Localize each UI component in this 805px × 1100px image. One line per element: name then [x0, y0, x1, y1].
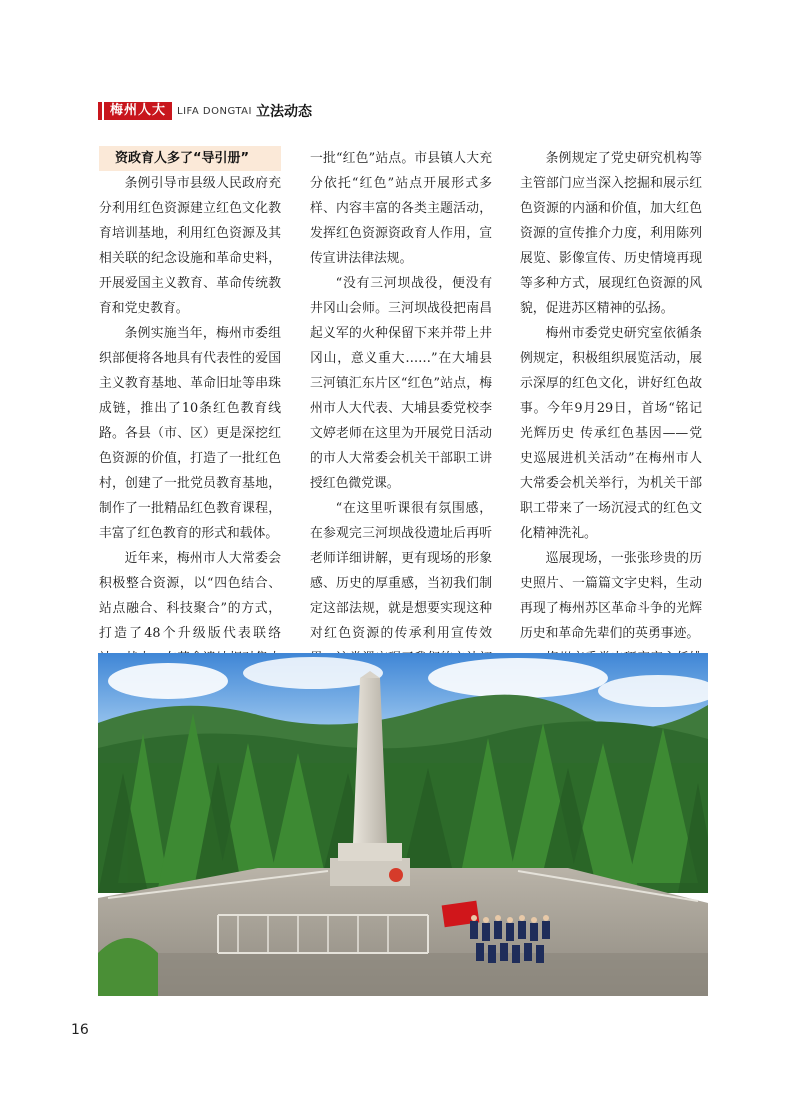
header-accent-bar: [98, 102, 102, 120]
paragraph: 梅州市委党史研究室依循条例规定，积极组织展览活动，展示深厚的红色文化，讲好红色故事。今年9月29日，首场“铭记光辉历史 传承红色基因——党史巡展进机关活动”在梅州市人大常委会机关举行，为机关干部职工带来了一场沉浸式的红色文化精神洗礼。: [520, 326, 702, 541]
monument-photo: [98, 653, 708, 996]
paragraph: “没有三河坝战役，便没有井冈山会师。三河坝战役把南昌起义军的火种保留下来并带上井冈山，意义重大……”在大埔县三河镇汇东片区“红色”站点，梅州市人大代表、大埔县委党校李文婷老师在这里为开展党日活动的市人大常委会机关干部职工讲授红色微党课。: [310, 276, 492, 491]
paragraph: “在这里听课很有氛围感，在参观完三河坝战役遗址后再听老师详细讲解，更有现场的形象感、历史的厚重感，当初我们制定这部法规，就是想要实现这种对红色资源的传承利用宣传效: [310, 501, 492, 641]
section-pinyin: LIFA DONGTAI: [177, 105, 252, 117]
paragraph: 条例引导市县级人民政府充分利用红色资源建立红色文化教育培训基地，利用红色资源及其相关联的纪念设施和革命史料，开展爱国主义教育、革命传统教育和党史教育。: [99, 176, 281, 316]
paragraph: 条例实施当年，梅州市委组织部便将各地具有代表性的爱国主义教育基地、革命旧址等串珠成链，推出了10条红色教育线路。各县（市、区）更是深挖红色资源的价值，打造了一批红色村，创建了一批党员教育基地，制作了一批精品红色教育课程，丰富了红色教育的形式和载体。: [99, 326, 281, 541]
page-number: 16: [71, 1022, 89, 1038]
publication-badge: 梅州人大: [104, 102, 172, 120]
text-column-3: [520, 146, 702, 696]
paragraph: 条例规定了党史研究机构等主管部门应当深入挖掘和展示红色资源的内涵和价值，加大红色资源的宣传推介力度，利用陈列展览、影像宣传、历史情境再现等多种方式，展现红色资源的风貌，促进苏区精神的弘扬。: [520, 151, 702, 316]
paragraph-continuation: 一批“红色”站点。市县镇人大充分依托“红色”站点开展形式多样、内容丰富的各类主题活动，发挥红色资源资政育人作用，宣传宣讲法律法规。: [310, 151, 492, 266]
section-title: 立法动态: [255, 104, 312, 120]
paragraph: 巡展现场，一张张珍贵的历史照片、一篇篇文字史料，生动再现了梅州苏区革命斗争的光辉历史和革命先辈们的英勇事迹。: [520, 551, 702, 641]
text-column-2: [310, 146, 492, 721]
article-subheading: 资政育人多了“导引册”: [99, 146, 281, 171]
text-column-1: [99, 146, 281, 721]
running-header: [98, 100, 312, 122]
paragraph: 近年来，梅州市人大常委会积极整合资源，以“四色结合、站点融合、科技聚合”的方式，打造了48个升级版代表联络: [99, 551, 281, 641]
